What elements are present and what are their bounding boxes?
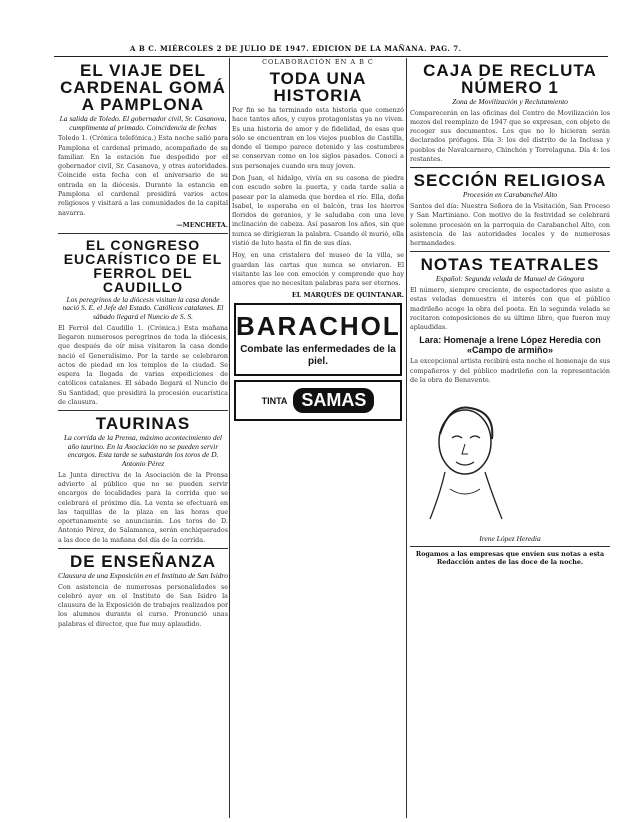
divider: [58, 410, 228, 411]
editorial-note: Rogamos a las empresas que envíen sus notas a esta Redacción antes de las doce de la noche.: [410, 546, 610, 567]
article-title: CAJA DE RECLUTA NÚMERO 1: [423, 61, 597, 97]
section-kicker: COLABORACIÓN EN A B C: [262, 58, 374, 66]
article-subtitle: La corrida de la Prensa, máximo acontecimiento del año taurino. En la Asociación no se pueden servir encargos. Esta tarde se subastarán los toros de D. Antonio Pérez: [63, 433, 223, 469]
article-body: Comparecerán en las oficinas del Centro de Movilización los mozos del reemplazo de 1947 que se expresan, con objeto de recoger sus documentos. Los que no lo hicieran serán declarados prófugos. Día 3: los del distrito de la Inclusa y pueblos de Navalcarnero, Chinchón y Torrelaguna. Día 4: los restantes.: [410, 108, 610, 164]
ad-brand: BARACHOL: [236, 311, 401, 342]
divider: [410, 167, 610, 168]
article-subtitle: Español: Segunda velada de Manuel de Góngora: [435, 274, 585, 284]
divider: [410, 251, 610, 252]
article-subtitle: Zona de Movilización y Reclutamiento: [452, 97, 568, 106]
article-body: El número, siempre creciente, de espectadores que asiste a estas veladas demuestra el interés con que el público madrileño acoge la obra del poeta. En la segunda velada se recitaron composiciones de su último libro, que fueron muy aplaudidas.: [410, 285, 610, 332]
column-divider: [229, 58, 230, 818]
article-subtitle: Clausura de una Exposición en el Instituto de San Isidro: [58, 570, 228, 580]
ad-slogan: Combate las enfermedades de la piel.: [240, 344, 396, 368]
article-body: Hoy, en una cristalera del museo de la villa, se guardan las cartas que nunca se enviaron. El visitante las lee con emoción y comprende que hay amores que no necesitan palabras para ser eternos.: [232, 251, 404, 288]
sketch-caption: Irene López Heredia: [479, 534, 541, 544]
article-body: Don Juan, el hidalgo, vivía en su casona de piedra con escudo sobre la puerta, y cada tarde salía a pasear por la alameda que bordea el río. Ella, doña Isabel, le esperaba en el balcón, tras los hierros floridos de geranios, y le saludaba con una leve inclinación de cabeza. Así pasaron los años, sin que nunca se dirigieran la palabra. Cuando él murió, ella vistió de luto hasta el fin de sus días.: [232, 173, 404, 247]
article-body: Por fin se ha terminado esta historia que comenzó hace tantos años, y cuyos protagonistas ya no viven. Es una historia de amor y de fidelidad, de esas que sólo se encuentran en los viejos pueblos de Castilla, donde el tiempo parece detenido y las costumbres se conservan como en los siglos pasados. Conocí a sus personajes cuando era muy joven.: [232, 106, 404, 170]
divider: [58, 548, 228, 549]
advertisement-samas: [234, 380, 402, 421]
article-body: Toledo 1. (Crónica telefónica.) Esta noche salió para Pamplona el cardenal primado, acompañado de su familiar. En la estación fue despedido por el gobernador civil, Sr. Casanova, y otras autoridades. Coincide esta fecha con el aniversario de su entrada en la diócesis. Durante la estancia en Pamplona el cardenal presidirá varios actos religiosos y visitará a las comunidades de la capital navarra.: [58, 134, 228, 217]
article-subtitle: Los peregrinos de la diócesis visitan la casa donde nació S. E. el Jefe del Estado. Católicos catalanes. El sábado llegará el Nuncio de S. S.: [62, 294, 224, 322]
advertisement-barachol: [234, 303, 402, 376]
article-subtitle: Procesión en Carabanchel Alto: [462, 190, 558, 200]
column-left: [58, 58, 228, 818]
article-title: DE ENSEÑANZA: [69, 551, 217, 571]
article-title: SECCIÓN RELIGIOSA: [413, 171, 607, 191]
column-right: [410, 58, 610, 818]
ad-prefix: TINTA: [261, 395, 288, 406]
article-body: Con asistencia de numerosas personalidades se celebró ayer en el Instituto de San Isidro la clausura de la Exposición de trabajos realizados por los alumnos durante el curso. Pronunció unas palabras el director, que fue muy aplaudido.: [58, 582, 228, 628]
article-subhead: Lara: Homenaje a Irene López Heredia con «Campo de armiño»: [419, 335, 601, 356]
article-body: El Ferrol del Caudillo 1. (Crónica.) Esta mañana llegaron numerosos peregrinos de toda la diócesis, que después de oír misa visitaron la casa donde nació el Generalísimo. Por la tarde se celebraron actos de piedad en los templos de la ciudad. Se espera la llegada de varias expediciones de católicos catalanes. El sábado llegará el Nuncio de Su Santidad, que presidirá la procesión eucarística de clausura.: [58, 323, 228, 406]
portrait-sketch-image: [410, 394, 520, 524]
article-body: La excepcional artista recibirá esta noche el homenaje de sus compañeros y del público madrileño con la representación de la obra de Benavente.: [410, 357, 610, 384]
running-head: A B C. MIÉRCOLES 2 DE JULIO DE 1947. EDICION DE LA MAÑANA. PAG. 7.: [130, 44, 462, 53]
article-title: TAURINAS: [95, 414, 191, 434]
article-title: EL CONGRESO EUCARÍSTICO DE EL FERROL DEL CAUDILLO: [63, 236, 223, 295]
article-subtitle: La salida de Toledo. El gobernador civil, Sr. Casanova, cumplimenta al primado. Coincidencia de fechas: [59, 114, 227, 132]
article-title: TODA UNA HISTORIA: [269, 69, 367, 105]
ad-brand: SAMAS: [293, 388, 374, 413]
article-body: La Junta directiva de la Asociación de la Prensa advierte al público que no se pueden servir encargos de localidades para la corrida que se celebrará el próximo día. La venta se efectuará en las taquillas de la plaza en las horas que oportunamente se anunciarán. Los toros de D. Antonio Pérez, de Salamanca, serán enchiquerados a las doce de la mañana del día de la corrida.: [58, 470, 228, 544]
article-title: EL VIAJE DEL CARDENAL GOMÁ A PAMPLONA: [60, 61, 226, 114]
article-title: NOTAS TEATRALES: [420, 255, 600, 275]
column-middle: [232, 58, 404, 818]
divider: [58, 233, 228, 234]
header-rule: [54, 56, 608, 57]
column-divider: [406, 58, 407, 818]
article-signature: EL MARQUÉS DE QUINTANAR.: [291, 291, 404, 300]
article-signature: —MENCHETA.: [176, 220, 228, 229]
article-body: Santos del día: Nuestra Señora de la Visitación, San Proceso y San Martiniano. Con motivo de la festividad se celebrará solemne procesión en la parroquia de Carabanchel Alto, con asistencia de las autoridades locales y de numerosas hermandades.: [410, 201, 610, 248]
